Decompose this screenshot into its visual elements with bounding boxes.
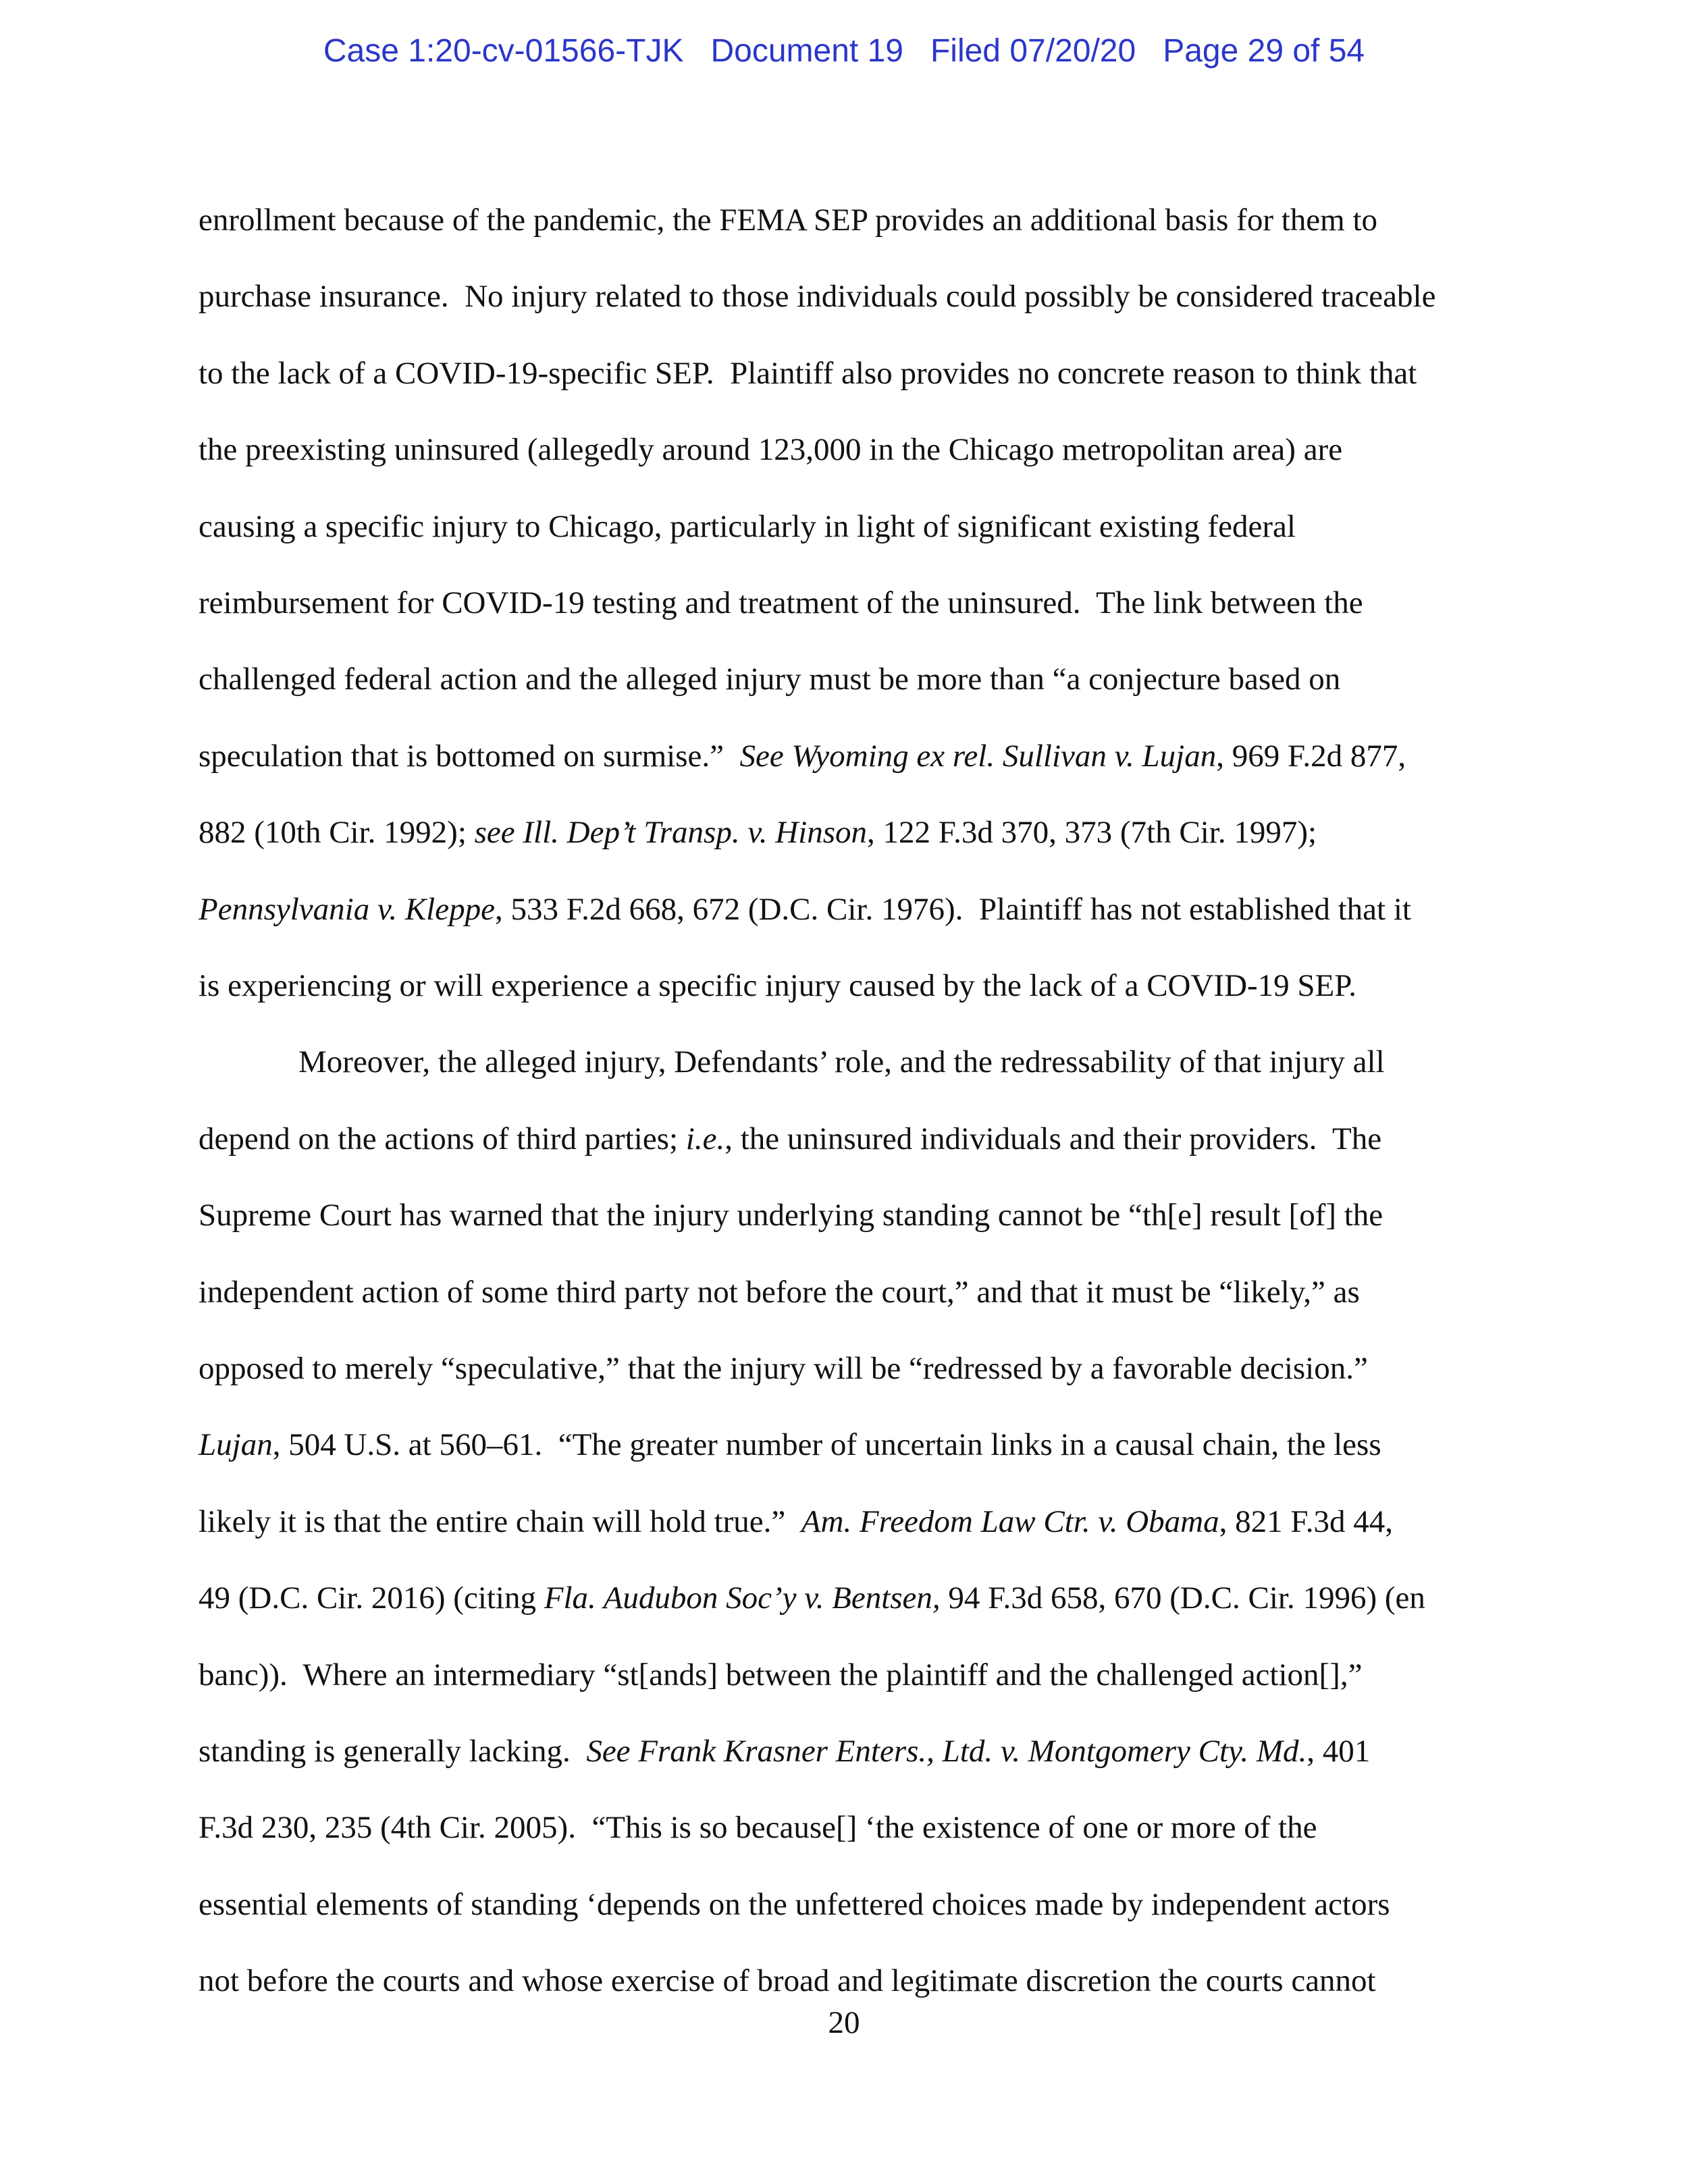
- text-line: [199, 1348, 1368, 1389]
- text-segment: standing is generally lacking.: [199, 1734, 587, 1769]
- text-segment: independent action of some third party not before the court,” and that it must be “likely,” as: [199, 1274, 1360, 1310]
- citation-italic: see Ill. Dep’t Transp. v. Hinson: [474, 815, 868, 851]
- text-segment: is experiencing or will experience a specific injury caused by the lack of a COVID-19 SEP.: [199, 968, 1356, 1003]
- citation-italic: i.e.: [685, 1121, 725, 1156]
- citation-italic: Am. Freedom Law Ctr. v. Obama: [801, 1503, 1219, 1539]
- text-segment: essential elements of standing ‘depends on the unfettered choices made by independent actors: [199, 1886, 1390, 1922]
- citation-italic: See Wyoming ex rel. Sullivan v. Lujan: [739, 738, 1217, 774]
- text-segment: 49 (D.C. Cir. 2016) (citing: [199, 1580, 544, 1616]
- text-line: [199, 1961, 1376, 2001]
- text-segment: not before the courts and whose exercise of broad and legitimate discretion the courts cannot: [199, 1963, 1376, 1999]
- citation-italic: Lujan: [199, 1427, 273, 1463]
- text-segment: , 969 F.2d 877,: [1216, 738, 1406, 774]
- text-segment: opposed to merely “speculative,” that the injury will be “redressed by a favorable decision.”: [199, 1351, 1368, 1386]
- text-segment: , 821 F.3d 44,: [1219, 1503, 1393, 1539]
- text-line: [199, 1195, 1383, 1235]
- text-segment: reimbursement for COVID-19 testing and treatment of the uninsured. The link between the: [199, 585, 1363, 620]
- citation-italic: Fla. Audubon Soc’y v. Bentsen,: [544, 1580, 941, 1616]
- text-line: [199, 659, 1340, 699]
- citation-italic: See Frank Krasner Enters., Ltd. v. Montgomery Cty. Md.: [586, 1734, 1307, 1769]
- citation-italic: Pennsylvania v. Kleppe: [199, 891, 495, 927]
- text-line: [298, 1042, 1385, 1082]
- text-segment: causing a specific injury to Chicago, particularly in light of significant existing federal: [199, 508, 1296, 544]
- text-line: [199, 1424, 1381, 1465]
- text-segment: 94 F.3d 658, 670 (D.C. Cir. 1996) (en: [940, 1580, 1425, 1616]
- text-segment: , 533 F.2d 668, 672 (D.C. Cir. 1976). Plaintiff has not established that it: [494, 891, 1411, 927]
- text-line: [199, 200, 1377, 240]
- text-segment: , 401: [1307, 1734, 1371, 1769]
- text-segment: the preexisting uninsured (allegedly around 123,000 in the Chicago metropolitan area) are: [199, 432, 1343, 468]
- text-line: [199, 1119, 1381, 1159]
- text-segment: F.3d 230, 235 (4th Cir. 2005). “This is so because[] ‘the existence of one or more of the: [199, 1810, 1317, 1846]
- text-segment: to the lack of a COVID-19-specific SEP. Plaintiff also provides no concrete reason to think that: [199, 355, 1417, 391]
- text-line: [199, 1578, 1425, 1618]
- text-segment: Supreme Court has warned that the injury underlying standing cannot be “th[e] result [of] the: [199, 1198, 1383, 1233]
- text-segment: 882 (10th Cir. 1992);: [199, 815, 475, 851]
- text-line: [199, 583, 1363, 623]
- text-line: [199, 1807, 1317, 1848]
- text-segment: enrollment because of the pandemic, the FEMA SEP provides an additional basis for them to: [199, 203, 1378, 238]
- text-line: [199, 812, 1317, 853]
- text-line: [199, 353, 1417, 394]
- text-line: [199, 736, 1406, 776]
- text-line: [199, 889, 1411, 930]
- text-line: [199, 1884, 1390, 1925]
- text-line: [199, 506, 1296, 547]
- text-segment: , 504 U.S. at 560–61. “The greater number of uncertain links in a causal chain, the less: [272, 1427, 1381, 1463]
- text-segment: Moreover, the alleged injury, Defendants’ role, and the redressability of that injury all: [298, 1044, 1385, 1080]
- text-line: [199, 1272, 1360, 1312]
- text-segment: depend on the actions of third parties;: [199, 1121, 686, 1156]
- case-header: Case 1:20-cv-01566-TJK Document 19 Filed 07/20/20 Page 29 of 54: [323, 33, 1365, 69]
- page-number: 20: [828, 2005, 860, 2040]
- text-segment: speculation that is bottomed on surmise.”: [199, 738, 740, 774]
- text-segment: challenged federal action and the alleged injury must be more than “a conjecture based on: [199, 662, 1341, 697]
- text-segment: , 122 F.3d 370, 373 (7th Cir. 1997);: [867, 815, 1317, 851]
- text-segment: , the uninsured individuals and their providers. The: [724, 1121, 1382, 1156]
- text-line: [199, 965, 1356, 1006]
- text-line: [199, 1655, 1362, 1695]
- text-line: [199, 429, 1342, 470]
- text-segment: banc)). Where an intermediary “st[ands] between the plaintiff and the challenged action[],”: [199, 1657, 1363, 1693]
- text-line: [199, 1731, 1370, 1772]
- text-segment: likely it is that the entire chain will hold true.”: [199, 1503, 801, 1539]
- text-segment: purchase insurance. No injury related to those individuals could possibly be considered traceable: [199, 279, 1436, 315]
- text-line: [199, 276, 1435, 317]
- text-line: [199, 1501, 1393, 1542]
